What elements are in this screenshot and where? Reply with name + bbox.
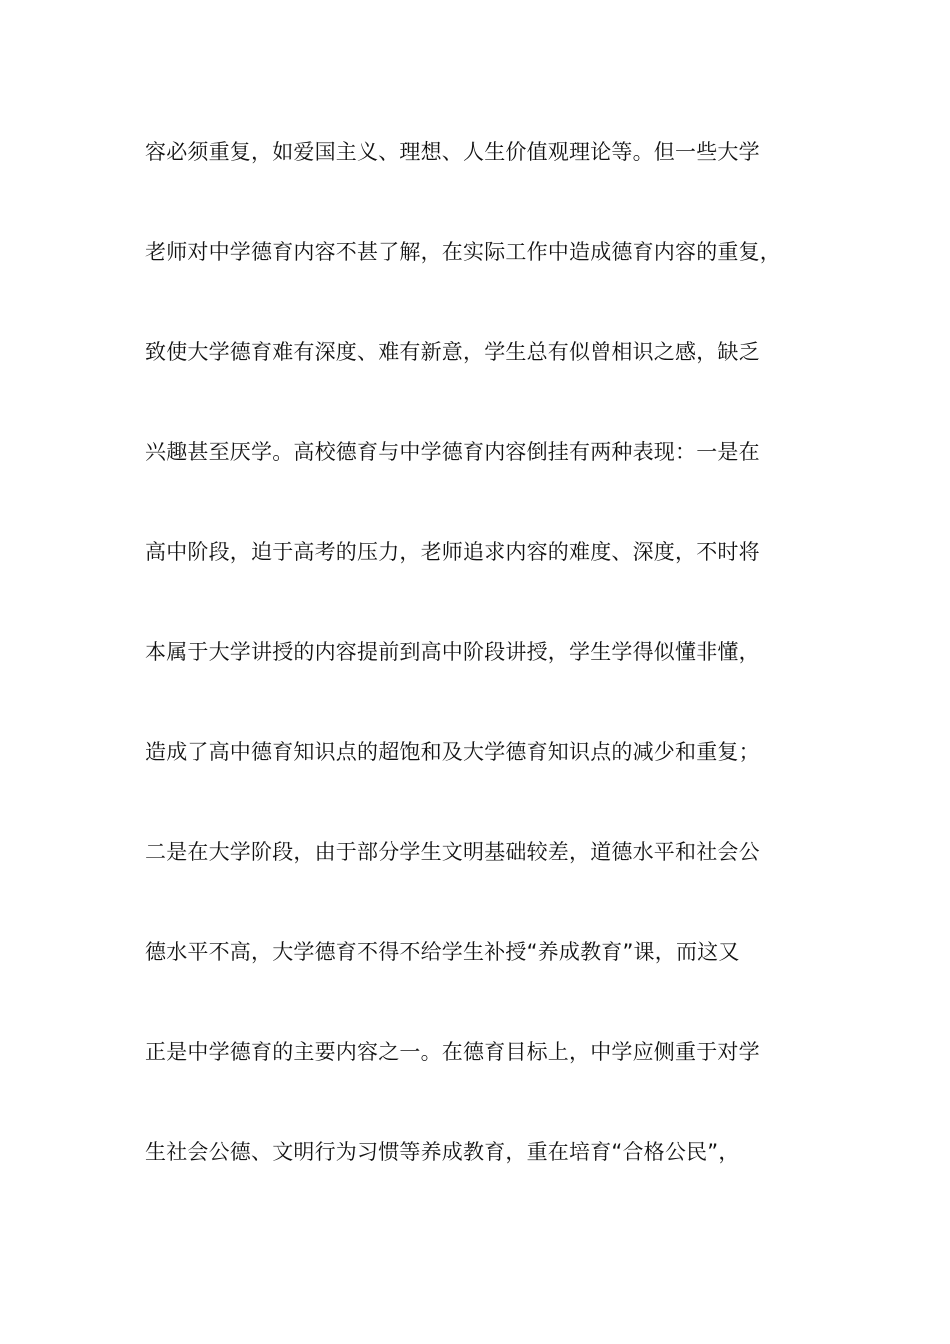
text-line: 兴趣甚至厌学。高校德育与中学德育内容倒挂有两种表现：一是在 [145,440,760,464]
text-line: 容必须重复，如爱国主义、理想、人生价值观理论等。但一些大学 [145,140,760,164]
body-text [145,130,835,1230]
text-line: 二是在大学阶段，由于部分学生文明基础较差，道德水平和社会公 [145,840,760,864]
text-line: 老师对中学德育内容不甚了解，在实际工作中造成德育内容的重复， [145,240,781,264]
text-line: 生社会公德、文明行为习惯等养成教育，重在培育“合格公民”， [145,1140,740,1164]
text-line: 致使大学德育难有深度、难有新意，学生总有似曾相识之感，缺乏 [145,340,760,364]
text-line: 高中阶段，迫于高考的压力，老师追求内容的难度、深度，不时将 [145,540,760,564]
text-line: 正是中学德育的主要内容之一。在德育目标上，中学应侧重于对学 [145,1040,760,1064]
text-line: 本属于大学讲授的内容提前到高中阶段讲授，学生学得似懂非懂， [145,640,760,664]
text-line: 造成了高中德育知识点的超饱和及大学德育知识点的减少和重复； [145,740,760,764]
text-line: 德水平不高，大学德育不得不给学生补授“养成教育”课，而这又 [145,940,740,964]
